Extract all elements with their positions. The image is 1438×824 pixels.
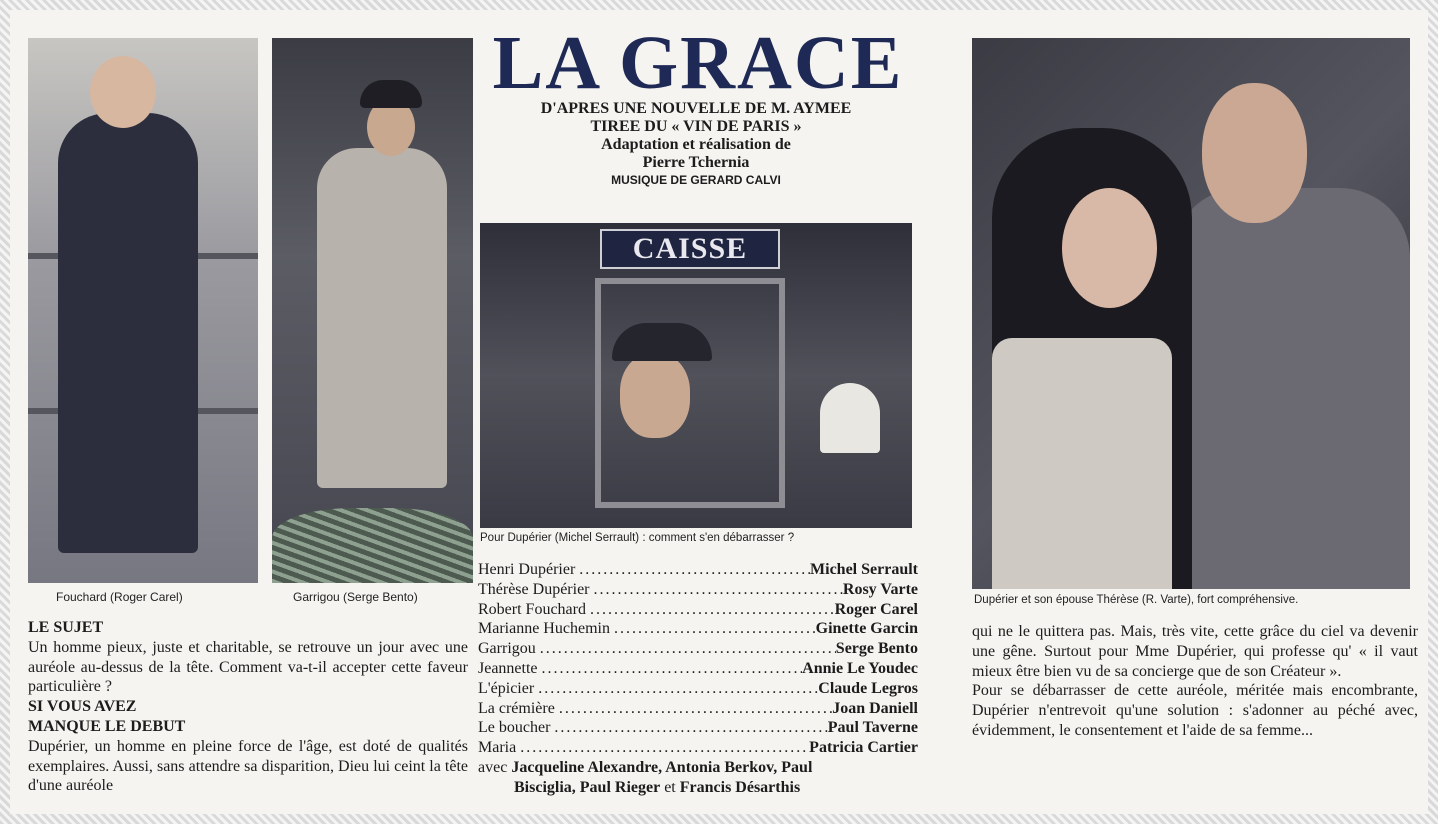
cast-row bbox=[478, 639, 918, 659]
credits-block bbox=[480, 100, 912, 188]
figure-head bbox=[90, 56, 156, 128]
credits-line: TIREE DU « VIN DE PARIS » bbox=[590, 118, 802, 135]
credits-line: Adaptation et réalisation de bbox=[601, 136, 791, 153]
cast-actor: Rosy Varte bbox=[842, 580, 918, 598]
cast-row bbox=[478, 679, 918, 699]
leader-dots bbox=[590, 580, 843, 600]
photo-caption-caisse: Pour Dupérier (Michel Serrault) : comment s'en débarrasser ? bbox=[480, 532, 795, 544]
cast-actor: Michel Serrault bbox=[810, 561, 918, 578]
credits-music: MUSIQUE DE GERARD CALVI bbox=[611, 173, 781, 187]
cast-role: La crémière bbox=[478, 699, 555, 717]
cast-row bbox=[478, 560, 918, 580]
cast-row bbox=[478, 619, 918, 639]
cast-row bbox=[478, 580, 918, 600]
figure-hat bbox=[612, 323, 712, 361]
leader-dots bbox=[516, 738, 809, 758]
rope-coil bbox=[272, 508, 473, 583]
leader-dots bbox=[555, 699, 832, 719]
paragraph: Dupérier, un homme en pleine force de l'âge, est doté de qualités exemplaires. Aussi, sans attendre sa disparition, Dieu lui ceint la tête d'une auréole bbox=[28, 737, 468, 795]
cast-actor: Claude Legros bbox=[818, 679, 918, 697]
cast-actor: Patricia Cartier bbox=[809, 739, 918, 757]
cast-row bbox=[478, 699, 918, 719]
cast-actor: Roger Carel bbox=[834, 600, 918, 618]
section-heading: LE SUJET bbox=[28, 619, 104, 636]
right-text-column bbox=[972, 622, 1418, 741]
cast-row bbox=[478, 659, 918, 679]
cast-role: Le boucher bbox=[478, 719, 551, 737]
photo-caption-garrigou: Garrigou (Serge Bento) bbox=[293, 590, 418, 604]
cast-extra-prefix: avec bbox=[478, 759, 508, 776]
caisse-sign: CAISSE bbox=[600, 229, 780, 269]
leader-dots bbox=[610, 619, 816, 639]
cast-actor: Paul Taverne bbox=[827, 719, 918, 737]
leader-dots bbox=[550, 718, 827, 738]
cast-row bbox=[478, 600, 918, 620]
figure-body bbox=[317, 148, 447, 488]
cast-list bbox=[478, 560, 918, 758]
cast-actor: Joan Daniell bbox=[832, 699, 918, 717]
figure-head bbox=[620, 353, 690, 438]
photo-garrigou bbox=[272, 38, 473, 583]
photo-fouchard bbox=[28, 38, 258, 583]
cast-extra-names: Francis Désarthis bbox=[679, 778, 801, 796]
leader-dots bbox=[534, 679, 818, 699]
photo-caisse bbox=[480, 223, 912, 528]
paragraph: Pour se débarrasser de cette auréole, méritée mais encombrante, Dupérier n'entrevoit qu'une solution : s'adonner au péché avec, évidemment, le consentement et l'aide de sa femme... bbox=[972, 682, 1418, 739]
article-title: LA GRACE bbox=[492, 21, 904, 105]
cast-role: Garrigou bbox=[478, 640, 536, 658]
cast-role: Henri Dupérier bbox=[478, 561, 576, 578]
cast-role: Robert Fouchard bbox=[478, 600, 586, 618]
leader-dots bbox=[536, 639, 836, 659]
figure-apron bbox=[992, 338, 1172, 589]
section-heading: MANQUE LE DEBUT bbox=[28, 717, 186, 735]
cast-extra-conj: et bbox=[664, 778, 676, 796]
credits-line: D'APRES UNE NOUVELLE DE M. AYMEE bbox=[540, 100, 852, 117]
cast-role: Thérèse Dupérier bbox=[478, 580, 590, 598]
cast-actor: Annie Le Youdec bbox=[802, 659, 918, 677]
leader-dots bbox=[538, 659, 803, 679]
photo-couple bbox=[972, 38, 1410, 589]
figure-head bbox=[1202, 83, 1307, 223]
cast-extra-names: Bisciglia, Paul Rieger bbox=[514, 778, 661, 796]
photo-caption-couple: Dupérier et son épouse Thérèse (R. Varte), fort compréhensive. bbox=[974, 594, 1299, 606]
cast-role: Jeannette bbox=[478, 659, 538, 677]
paragraph: qui ne le quittera pas. Mais, très vite, cette grâce du ciel va devenir une gêne. Surtout pour Mme Dupérier, qui professe qu' « il vaut mieux être bien vu de sa concierge que de son Créateur ». bbox=[972, 623, 1418, 680]
cast-role: L'épicier bbox=[478, 679, 535, 697]
cast-actor: Serge Bento bbox=[835, 640, 918, 658]
figure-hat bbox=[360, 80, 422, 108]
section-heading: SI VOUS AVEZ bbox=[28, 698, 137, 716]
cast-actor: Ginette Garcin bbox=[815, 620, 918, 638]
cast-role: Maria bbox=[478, 739, 517, 757]
cast-row bbox=[478, 718, 918, 738]
leader-dots bbox=[575, 560, 810, 580]
paragraph: Un homme pieux, juste et charitable, se retrouve un jour avec une auréole au-dessus de la tête. Comment va-t-il accepter cette faveur particulière ? bbox=[28, 638, 468, 696]
cast-role: Marianne Huchemin bbox=[478, 620, 610, 638]
magazine-page bbox=[10, 10, 1428, 814]
credits-line: Pierre Tchernia bbox=[642, 154, 750, 171]
cast-extra-names: Jacqueline Alexandre, Antonia Berkov, Paul bbox=[511, 759, 813, 776]
left-text-column bbox=[28, 618, 468, 796]
figure-head bbox=[1062, 188, 1157, 308]
figure-man bbox=[1172, 188, 1410, 589]
cast-row bbox=[478, 738, 918, 758]
leader-dots bbox=[586, 600, 835, 620]
photo-caption-fouchard: Fouchard (Roger Carel) bbox=[56, 590, 183, 604]
cast-extra bbox=[478, 758, 918, 798]
lamp bbox=[820, 383, 880, 453]
figure-body bbox=[58, 113, 198, 553]
